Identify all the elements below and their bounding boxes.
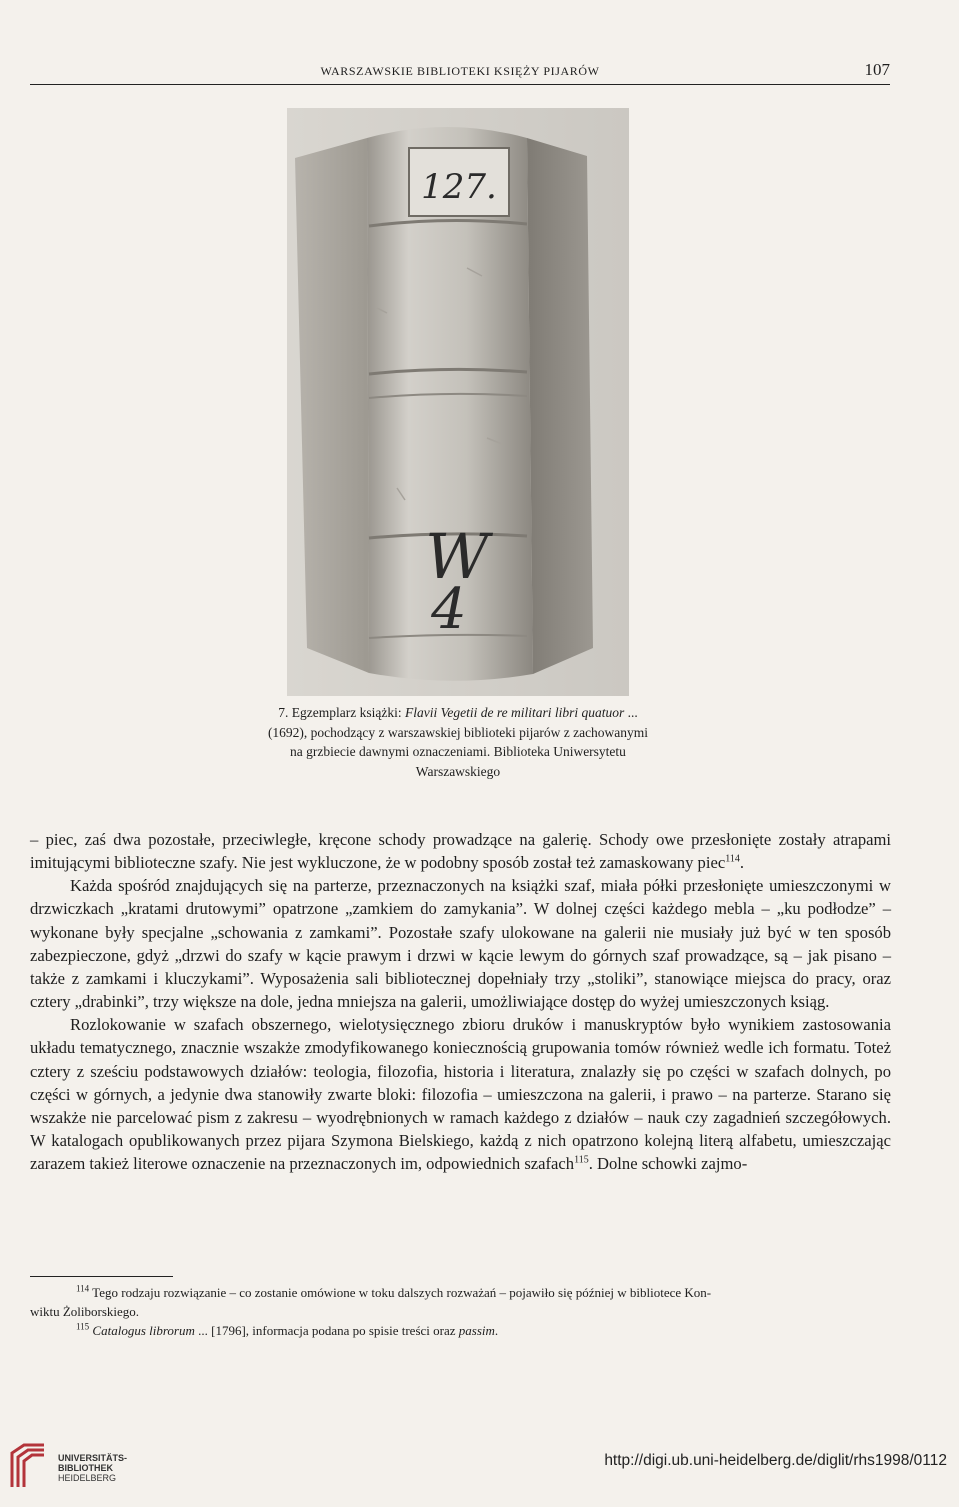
footnote-115-text: ... [1796], informacja podana po spisie treści oraz bbox=[194, 1323, 459, 1338]
footnote-115-title: Catalogus librorum bbox=[89, 1323, 195, 1338]
figure-caption bbox=[262, 703, 654, 781]
caption-description: ... (1692), pochodzący z warszawskiej biblioteki pijarów z zachowanymi na grzbiecie dawnymi oznaczeniami. Biblioteka Uniwersytetu Warszawskiego bbox=[267, 705, 649, 779]
footnote-114-line-2: wiktu Żoliborskiego. bbox=[30, 1304, 140, 1319]
caption-number: 7. Egzemplarz książki: bbox=[278, 705, 405, 720]
shelfmark-number: 4 bbox=[431, 577, 467, 642]
footnote-115-number: 115 bbox=[76, 1321, 90, 1332]
footnote-114-line-1 bbox=[30, 1283, 891, 1302]
footnote-114-number: 114 bbox=[76, 1283, 90, 1294]
paragraph-2: Każda spośród znajdujących się na parterze, przeznaczonych na książki szaf, miała półki przesłonięte umieszczonymi w drzwiczkach „kratami drutowymi” opatrzone „zamkiem do zamykania”. W dolnej części każdego mebla – „ku podłodze” – wykonane były specjalne „schowania z zamkami”. Pozostałe szafy ulokowane na galerii nie musiały już być w ten sposób zabezpieczone, gdyż „drzwi do szafy w kącie prawym i drzwi w kącie lewym do górnych szaf prowadzące, są – jak pisano – także z zamkami i kluczykami”. Wyposażenia sali bibliotecznej dopełniały trzy „stoliki”, stanowiące miejsca do pracy, oraz cztery „drabinki”, trzy większe na dole, jedna mniejsza na galerii, umożliwiające dostęp do wyżej umieszczonych ksiąg. bbox=[30, 876, 891, 1012]
footnote-115 bbox=[30, 1321, 891, 1340]
shelfmark-top: 127. bbox=[421, 167, 497, 207]
page-header bbox=[30, 58, 890, 85]
logo-line-1: UNIVERSITÄTS- bbox=[58, 1453, 128, 1463]
caption-title: Flavii Vegetii de re militari libri quatuor bbox=[404, 705, 625, 720]
footnote-115-passim: passim bbox=[458, 1323, 495, 1338]
logo-line-2: BIBLIOTHEK bbox=[58, 1463, 113, 1473]
book-cover-right bbox=[527, 138, 593, 674]
footnote-divider bbox=[30, 1276, 173, 1277]
paragraph-3 bbox=[30, 1013, 891, 1175]
footnote-ref-114[interactable]: 114 bbox=[725, 853, 740, 865]
paragraph-1-end: . bbox=[739, 853, 744, 873]
footnote-115-end: . bbox=[494, 1323, 499, 1338]
page-number: 107 bbox=[864, 60, 890, 79]
library-logo-text bbox=[58, 1453, 127, 1483]
running-title: WARSZAWSKIE BIBLIOTEKI KSIĘŻY PIJARÓW bbox=[320, 64, 600, 78]
source-url-link[interactable]: http://digi.ub.uni-heidelberg.de/diglit/rhs1998/0112 bbox=[604, 1452, 947, 1469]
paragraph-1-text: – piec, zaś dwa pozostałe, przeciwległe, kręcone schody prowadzące na galerię. Schody owe przesłonięte zostały atrapami imitującymi biblioteczne szafy. Nie jest wykluczone, że w podobny sposób został też zamaskowany piec bbox=[30, 830, 891, 873]
library-logo-icon bbox=[8, 1441, 48, 1489]
logo-line-3: HEIDELBERG bbox=[58, 1473, 117, 1483]
book-spine-photo bbox=[287, 108, 629, 696]
footnote-ref-115[interactable]: 115 bbox=[574, 1154, 589, 1166]
paragraph-3-end: . Dolne schowki zajmo- bbox=[588, 1154, 748, 1174]
footnotes bbox=[30, 1283, 891, 1340]
library-logo[interactable] bbox=[8, 1441, 228, 1491]
footnote-114-text: Tego rodzaju rozwiązanie – co zostanie omówione w toku dalszych rozważań – pojawiło się później w bibliotece Kon- bbox=[89, 1285, 712, 1300]
paragraph-1 bbox=[30, 828, 891, 874]
book-cover-left bbox=[295, 138, 369, 673]
paragraph-3-text: Rozlokowanie w szafach obszernego, wielotysięcznego zbioru druków i manuskryptów było wynikiem zastosowania układu tematycznego, znacznie wszakże zmodyfikowanego koniecznością grupowania tomów również wedle ich formatu. Toteż cztery z sześciu podstawowych działów: teologia, filozofia, historia i literatura, znalazły się po części w szafach dolnych, po części w górnych, a jedynie dwa stanowiły zwarte bloki: filozofia – umieszczona na galerii, i prawo – na parterze. Starano się wszakże nie parcelować pism z zakresu – wyodrębnionych w ramach każdego z działów – nauk czy zagadnień szczegółowych. W katalogach opublikowanych przez pijara Szymona Bielskiego, każdą z nich opatrzono kolejną literą alfabetu, umieszczając zarazem takież literowe oznaczenie na przeznaczonych im, odpowiednich szafach bbox=[30, 1015, 891, 1174]
shelfmark-letter: W bbox=[425, 520, 489, 593]
body-text bbox=[30, 828, 891, 1175]
book-spine-illustration bbox=[287, 108, 629, 696]
